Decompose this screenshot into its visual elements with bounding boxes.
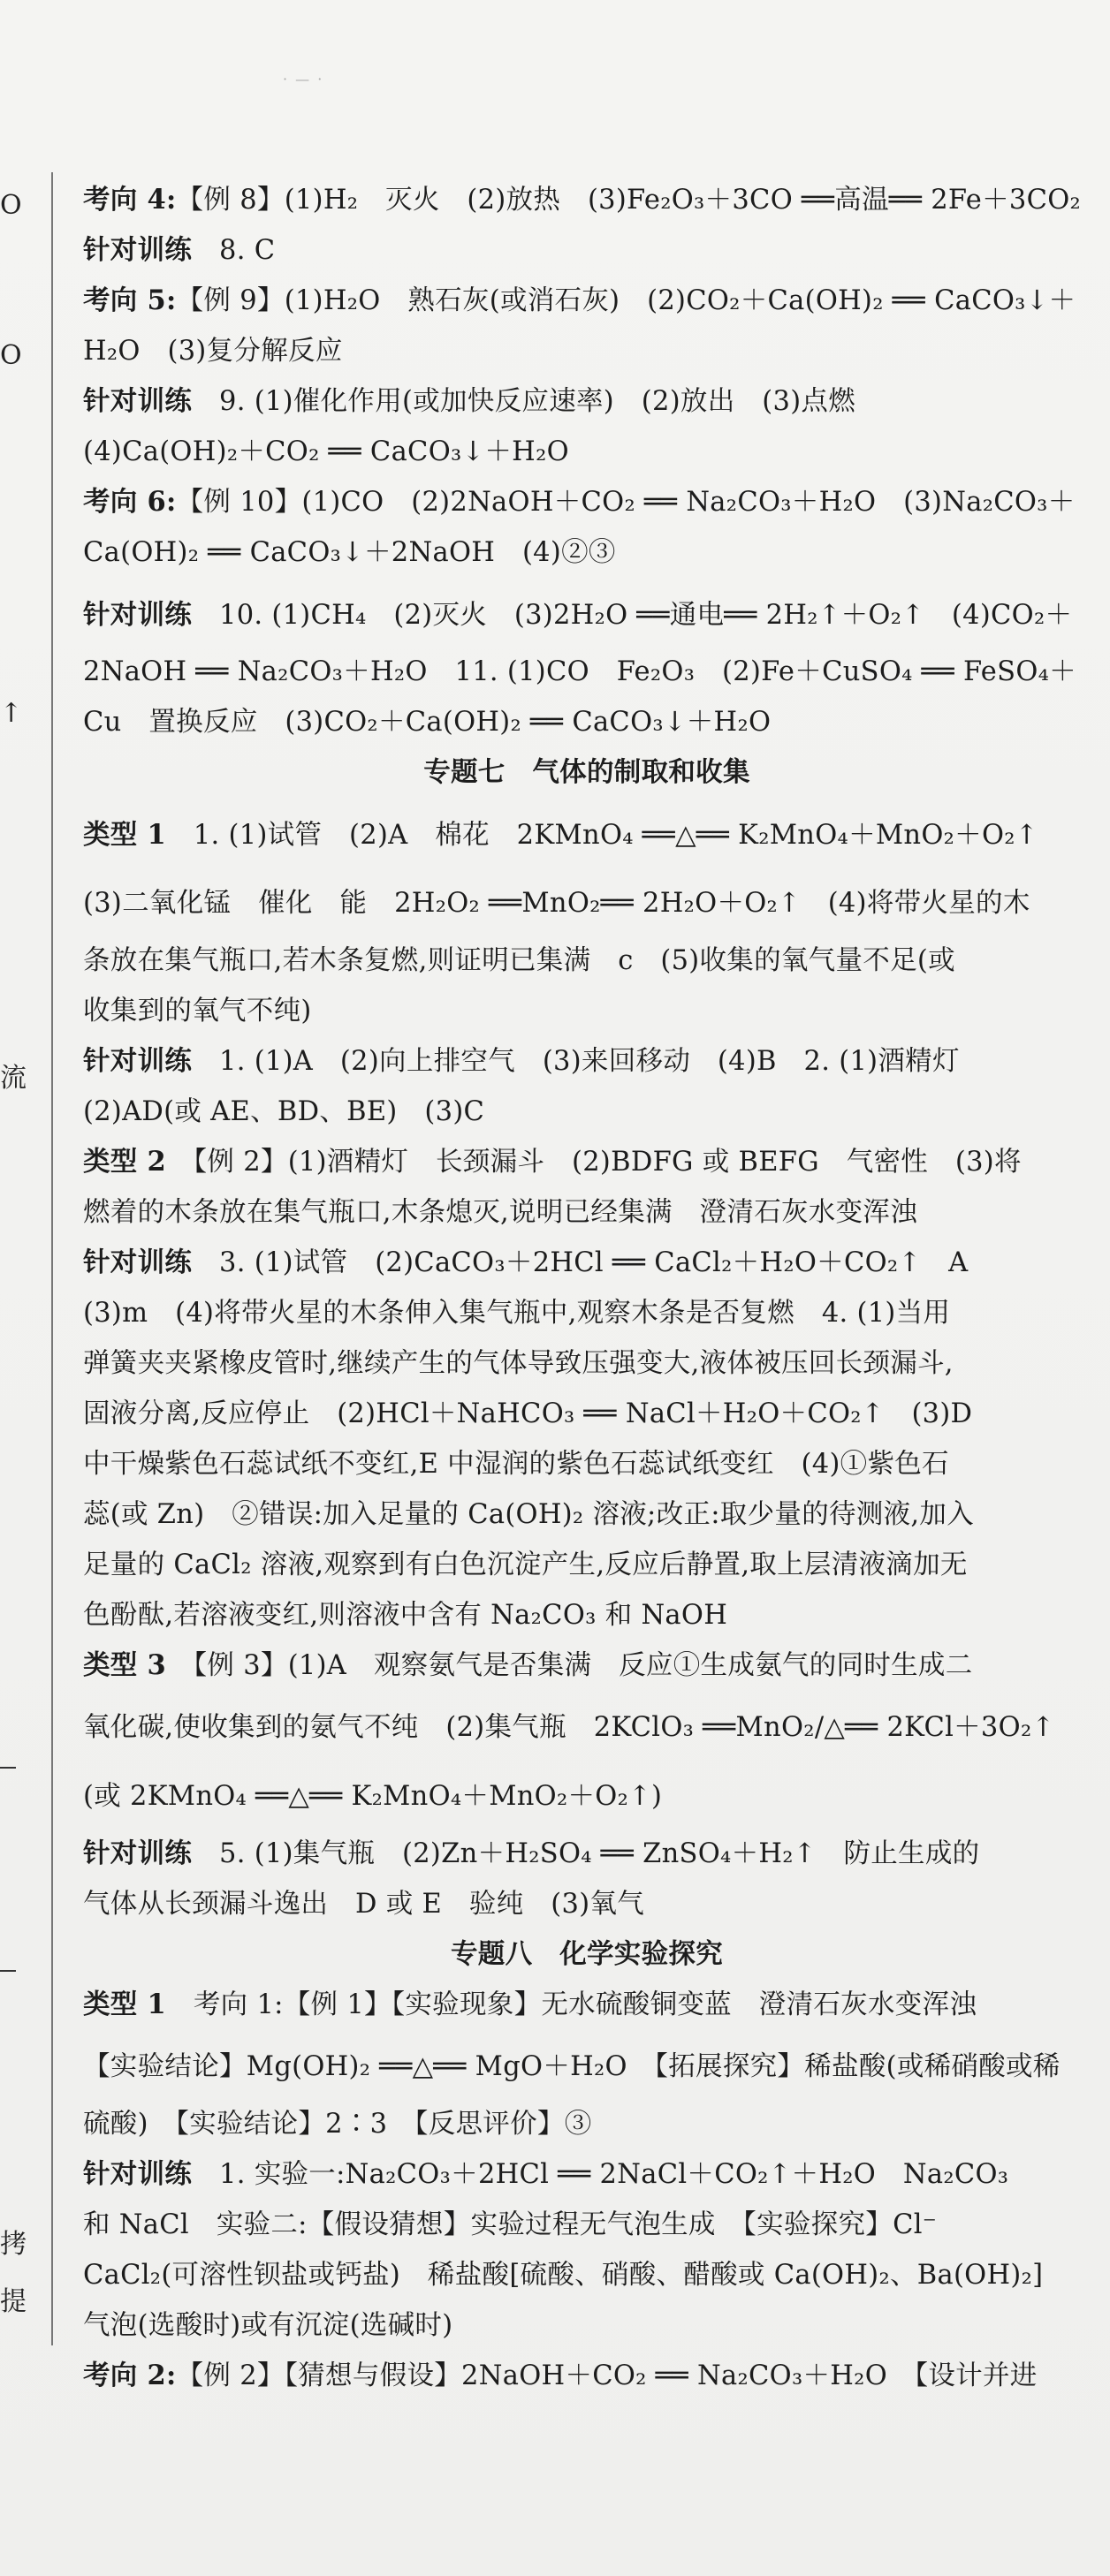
text-line [83, 1137, 1091, 1187]
line-text: 中干燥紫色石蕊试纸不变红,E 中湿润的紫色石蕊试纸变红 (4)①紫色石 [83, 1449, 949, 1480]
item-label: 考向 2: [83, 2360, 177, 2391]
text-line [83, 1389, 1091, 1439]
line-text: CaCl₂(可溶性钡盐或钙盐) 稀盐酸[硫酸、硝酸、醋酸或 Ca(OH)₂、Ba(OH)₂] [83, 2260, 1044, 2291]
line-text: 1. 实验一:Na₂CO₃＋2HCl ══ 2NaCl＋CO₂↑＋H₂O Na₂CO₃ [192, 2159, 1009, 2190]
text-line [83, 427, 1091, 477]
item-label: 针对训练 [83, 1246, 193, 1278]
text-line [83, 2149, 1091, 2200]
page-header-mark: · — · [283, 71, 324, 87]
item-label: 考向 4: [83, 184, 177, 216]
line-text: 硫酸) 【实验结论】2∶3 【反思评价】③ [83, 2109, 592, 2140]
text-line [83, 867, 1091, 936]
line-text: (2)AD(或 AE、BD、BE) (3)C [83, 1096, 485, 1127]
line-text: (4)Ca(OH)₂＋CO₂ ══ CaCO₃↓＋H₂O [83, 436, 569, 467]
item-label: 针对训练 [83, 2158, 193, 2190]
text-line [83, 936, 1091, 986]
line-text: 5. (1)集气瓶 (2)Zn＋H₂SO₄ ══ ZnSO₄＋H₂↑ 防止生成的 [192, 1838, 980, 1869]
text-line [83, 1540, 1091, 1590]
margin-rule [0, 1970, 16, 1972]
item-label: 针对训练 [83, 1837, 193, 1869]
left-margin-gutter [0, 0, 46, 2576]
text-line [83, 376, 1091, 427]
item-label: 类型 2 [83, 1146, 167, 1178]
text-line [83, 1187, 1091, 1238]
margin-fragment: O [0, 340, 22, 371]
text-line [83, 1238, 1091, 1288]
line-text: 1. (1)试管 (2)A 棉花 2KMnO₄ ══△══ K₂MnO₄＋MnO₂＋O₂↑ [166, 820, 1038, 851]
text-line [83, 2300, 1091, 2351]
line-text: 足量的 CaCl₂ 溶液,观察到有白色沉淀产生,反应后静置,取上层清液滴加无 [83, 1549, 968, 1580]
text-line [83, 2200, 1091, 2250]
line-text: 弹簧夹夹紧橡皮管时,继续产生的气体导致压强变大,液体被压回长颈漏斗, [83, 1348, 954, 1379]
text-line [83, 1087, 1091, 1137]
line-text: 考向 1:【例 1】【实验现象】无水硫酸铜变蓝 澄清石灰水变浑浊 [166, 1989, 977, 2020]
item-label: 考向 6: [83, 486, 177, 518]
item-label: 类型 3 [83, 1649, 167, 1681]
text-line [83, 578, 1091, 647]
text-line [83, 1590, 1091, 1640]
answer-text-block [83, 175, 1091, 2401]
section-heading [83, 1929, 1091, 1980]
text-line [83, 1691, 1091, 1760]
line-text: 专题七 气体的制取和收集 [423, 756, 750, 788]
line-text: 专题八 化学实验探究 [451, 1938, 723, 1970]
line-text: Cu 置换反应 (3)CO₂＋Ca(OH)₂ ══ CaCO₃↓＋H₂O [83, 707, 772, 738]
line-text: 燃着的木条放在集气瓶口,木条熄灭,说明已经集满 澄清石灰水变浑浊 [83, 1197, 917, 1228]
item-label: 针对训练 [83, 385, 193, 417]
text-line [83, 2099, 1091, 2149]
line-text: 【例 9】(1)H₂O 熟石灰(或消石灰) (2)CO₂＋Ca(OH)₂ ══ CaCO₃↓＋ [176, 285, 1076, 316]
line-text: 蕊(或 Zn) ②错误:加入足量的 Ca(OH)₂ 溶液;改正:取少量的待测液,加入 [83, 1499, 974, 1530]
line-text: 8. C [192, 235, 276, 266]
text-line [83, 1980, 1091, 2030]
text-line [83, 175, 1091, 225]
text-line [83, 697, 1091, 747]
text-line [83, 986, 1091, 1036]
line-text: 气体从长颈漏斗逸出 D 或 E 验纯 (3)氧气 [83, 1889, 645, 1920]
line-text: 9. (1)催化作用(或加快反应速率) (2)放出 (3)点燃 [192, 386, 856, 417]
text-line [83, 1640, 1091, 1691]
line-text: 固液分离,反应停止 (2)HCl＋NaHCO₃ ══ NaCl＋H₂O＋CO₂↑ (3)D [83, 1398, 973, 1429]
line-text: 【例 10】(1)CO (2)2NaOH＋CO₂ ══ Na₂CO₃＋H₂O (3)Na₂CO₃＋ [176, 487, 1076, 518]
line-text: 收集到的氧气不纯) [83, 996, 312, 1027]
line-text: 【例 8】(1)H₂ 灭火 (2)放热 (3)Fe₂O₃＋3CO ══高温══ 2Fe＋3CO₂ [176, 185, 1082, 216]
line-text: (3)二氧化锰 催化 能 2H₂O₂ ══MnO₂══ 2H₂O＋O₂↑ (4)将带火星的木 [83, 888, 1030, 919]
text-line [83, 1338, 1091, 1389]
text-line [83, 477, 1091, 527]
line-text: 【例 3】(1)A 观察氨气是否集满 反应①生成氨气的同时生成二 [166, 1650, 973, 1681]
text-line [83, 2351, 1091, 2401]
text-line [83, 225, 1091, 276]
text-line [83, 1829, 1091, 1879]
item-label: 针对训练 [83, 1045, 193, 1077]
margin-fragment: 流 [0, 1063, 27, 1094]
line-text: 【例 2】(1)酒精灯 长颈漏斗 (2)BDFG 或 BEFG 气密性 (3)将 [166, 1147, 1022, 1178]
line-text: 氧化碳,使收集到的氨气不纯 (2)集气瓶 2KClO₃ ══MnO₂/△══ 2KCl＋3O₂↑ [83, 1712, 1055, 1743]
item-label: 针对训练 [83, 234, 193, 266]
item-label: 类型 1 [83, 819, 167, 851]
text-line [83, 1760, 1091, 1829]
line-text: H₂O (3)复分解反应 [83, 336, 343, 367]
margin-line [51, 172, 53, 2345]
section-heading [83, 747, 1091, 798]
margin-fragment: O [0, 190, 22, 221]
line-text: (或 2KMnO₄ ══△══ K₂MnO₄＋MnO₂＋O₂↑) [83, 1781, 663, 1812]
line-text: 2NaOH ══ Na₂CO₃＋H₂O 11. (1)CO Fe₂O₃ (2)Fe＋CuSO₄ ══ FeSO₄＋ [83, 656, 1076, 687]
margin-fragment: 拷 [0, 2229, 27, 2260]
line-text: (3)m (4)将带火星的木条伸入集气瓶中,观察木条是否复燃 4. (1)当用 [83, 1298, 951, 1329]
line-text: 1. (1)A (2)向上排空气 (3)来回移动 (4)B 2. (1)酒精灯 [192, 1046, 960, 1077]
text-line [83, 1036, 1091, 1087]
margin-fragment: ↑ [0, 698, 23, 729]
text-line [83, 798, 1091, 867]
line-text: 【实验结论】Mg(OH)₂ ══△══ MgO＋H₂O 【拓展探究】稀盐酸(或稀硝酸或稀 [83, 2051, 1061, 2082]
text-line [83, 1439, 1091, 1489]
item-label: 针对训练 [83, 599, 193, 631]
text-line [83, 647, 1091, 697]
text-line [83, 276, 1091, 326]
text-line [83, 1288, 1091, 1338]
margin-rule [0, 1767, 16, 1769]
line-text: 色酚酞,若溶液变红,则溶液中含有 Na₂CO₃ 和 NaOH [83, 1600, 728, 1631]
line-text: 3. (1)试管 (2)CaCO₃＋2HCl ══ CaCl₂＋H₂O＋CO₂↑ A [192, 1247, 969, 1278]
line-text: 和 NaCl 实验二:【假设猜想】实验过程无气泡生成 【实验探究】Cl⁻ [83, 2209, 938, 2240]
line-text: 【例 2】【猜想与假设】2NaOH＋CO₂ ══ Na₂CO₃＋H₂O 【设计并进 [176, 2360, 1038, 2391]
line-text: 条放在集气瓶口,若木条复燃,则证明已集满 c (5)收集的氧气量不足(或 [83, 945, 955, 976]
text-line [83, 1879, 1091, 1929]
margin-fragment: 提 [0, 2286, 27, 2317]
line-text: Ca(OH)₂ ══ CaCO₃↓＋2NaOH (4)②③ [83, 537, 616, 568]
text-line [83, 1489, 1091, 1540]
line-text: 10. (1)CH₄ (2)灭火 (3)2H₂O ══通电══ 2H₂↑＋O₂↑ (4)CO₂＋ [192, 600, 1073, 631]
text-line [83, 527, 1091, 578]
line-text: 气泡(选酸时)或有沉淀(选碱时) [83, 2310, 453, 2341]
text-line [83, 2250, 1091, 2300]
text-line [83, 2030, 1091, 2099]
item-label: 考向 5: [83, 284, 177, 316]
item-label: 类型 1 [83, 1989, 167, 2020]
text-line [83, 326, 1091, 376]
